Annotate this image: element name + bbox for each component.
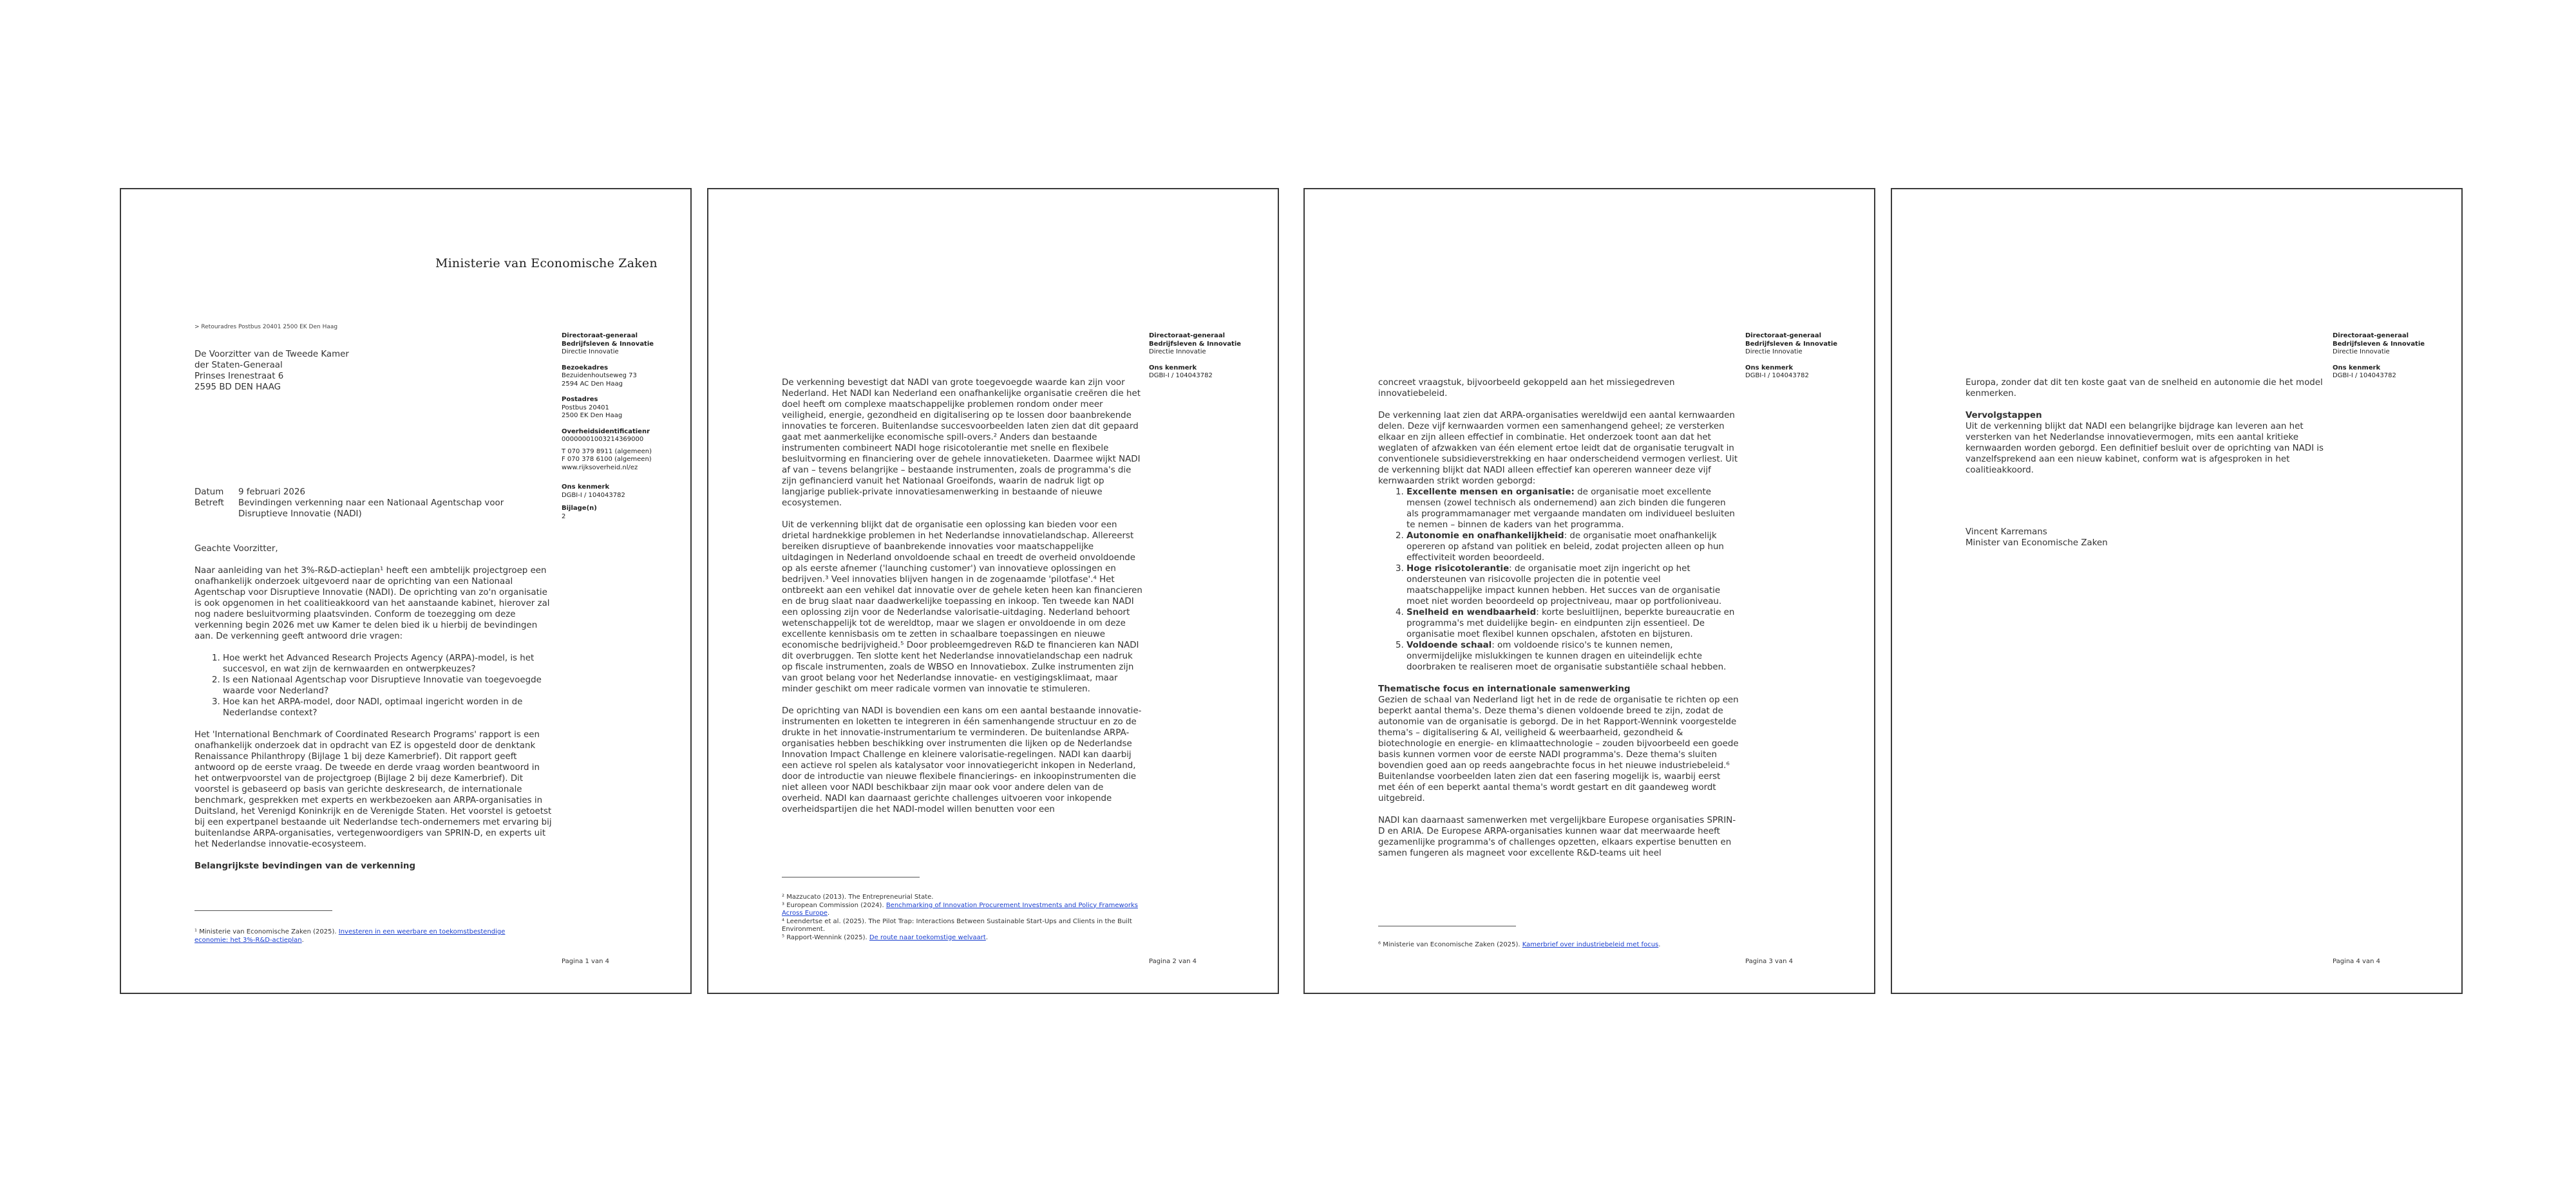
question-item: 2. Is een Nationaal Agentschap voor Disruptieve Innovatie van toegevoegde waarde voor Nederland? — [223, 675, 555, 697]
sidebar-visit-line: 2594 AC Den Haag — [562, 380, 623, 388]
subject-value-line: Bevindingen verkenning naar een Nationaal Agentschap voor — [238, 498, 504, 508]
sidebar-bi: Bedrijfsleven & Innovatie — [1745, 340, 1838, 348]
sidebar-bi: Bedrijfsleven & Innovatie — [2333, 340, 2425, 348]
letterhead-sidebar — [2333, 332, 2425, 380]
footnote-link[interactable]: De route naar toekomstige welvaart — [869, 933, 986, 941]
footnote-link[interactable]: Investeren in een weerbare en toekomstbestendige economie: het 3%-R&D-actieplan — [194, 928, 506, 944]
question-item: 3. Hoe kan het ARPA-model, door NADI, optimaal ingericht worden in de Nederlandse context? — [223, 697, 555, 718]
sidebar-post-line: Postbus 20401 — [562, 404, 609, 411]
document-page-2 — [707, 188, 1279, 994]
sidebar-reference-value: DGBI-I / 104043782 — [2333, 372, 2396, 379]
sidebar-fax: F 070 378 6100 (algemeen) — [562, 456, 652, 463]
date-value: 9 februari 2026 — [238, 487, 305, 497]
salutation: Geachte Voorzitter, — [194, 544, 278, 554]
footnote-end: . — [1658, 941, 1661, 948]
sidebar-dg: Directoraat-generaal — [1745, 332, 1822, 339]
sidebar-reference-value: DGBI-I / 104043782 — [1149, 372, 1213, 379]
sidebar-di: Directie Innovatie — [1149, 348, 1206, 355]
footnote-2: ² Mazzucato (2013). The Entrepreneurial State. — [782, 894, 934, 901]
sidebar-reference-value: DGBI-I / 104043782 — [562, 491, 625, 499]
section-heading: Vervolgstappen — [1965, 411, 2042, 420]
document-page-4 — [1891, 188, 2463, 994]
footnote-end: . — [827, 910, 830, 917]
paragraph: Uit de verkenning blijkt dat NADI een belangrijke bijdrage kan leveren aan het versterken van het Nederlandse innovatievermogen, mits een aantal kritieke kernwaarden worden geborgd. Een definitief besluit over de oprichting van NADI is vanzelfsprekend aan een nieuw kabinet, conform wat is afgesproken in het coalitieakkoord. — [1965, 422, 2324, 475]
sidebar-phone: T 070 379 8911 (algemeen) — [562, 447, 652, 455]
core-value-title: Excellente mensen en organisatie: — [1406, 487, 1575, 497]
subject-label: Betreft — [194, 498, 224, 508]
page-number: Pagina 3 van 4 — [1745, 958, 1793, 965]
sidebar-dg: Directoraat-generaal — [562, 332, 638, 339]
address-line: De Voorzitter van de Tweede Kamer — [194, 350, 349, 359]
core-value-text: : om voldoende risico's te kunnen nemen, onvermijdelijke mislukkingen te kunnen dragen en uiteindelijk echte doorbraken te realiseren moet de organisatie substantiële schaal hebben. — [1406, 641, 1727, 672]
section-heading: Thematische focus en internationale samenwerking — [1378, 684, 1631, 694]
sidebar-reference-heading: Ons kenmerk — [1745, 364, 1794, 371]
footnote-text: ⁶ Ministerie van Economische Zaken (2025). — [1378, 941, 1522, 948]
page-number: Pagina 1 van 4 — [562, 958, 609, 965]
paragraph: Het 'International Benchmark of Coordinated Research Programs' rapport is een onafhankelijk onderzoek dat in opdracht van EZ is opgesteld door de denktank Renaissance Philanthropy (Bijlage 1 bij deze Kamerbrief). Dit rapport geeft antwoord op de eerste vraag. De tweede en derde vraag worden beantwoord in het ontwerpvoorstel van de projectgroep (Bijlage 2 bij deze Kamerbrief). Dit voorstel is gebaseerd op basis van gerichte deskresearch, de internationale benchmark, gesprekken met experts en werkbezoeken aan ARPA-organisaties in Duitsland, het Verenigd Koninkrijk en de Verenigde Staten. Het voorstel is getoetst bij een expertpanel bestaande uit Nederlandse tech-ondernemers met ervaring bij buitenlandse ARPA-organisaties, vertegenwoordigers van SPRIN-D, en experts uit het Nederlandse innovatie-ecosysteem. — [194, 730, 552, 849]
sidebar-di: Directie Innovatie — [2333, 348, 2390, 355]
section-heading: Belangrijkste bevindingen van de verkenning — [194, 861, 416, 871]
sidebar-attachments-heading: Bijlage(n) — [562, 505, 597, 512]
sidebar-post-heading: Postadres — [562, 396, 598, 403]
sidebar-reference-heading: Ons kenmerk — [2333, 364, 2381, 371]
paragraph: De verkenning bevestigt dat NADI van grote toegevoegde waarde kan zijn voor Nederland. Het NADI kan Nederland een onafhankelijke organisatie creëren die het doel heeft om complexe maatschappelijke problemen rondom onder meer veiligheid, energie, gezondheid en digitalisering op te lossen door baanbrekende innovaties te forceren. Buitenlandse succesvoorbeelden laten zien dat dit gepaard gaat met aanmerkelijke economische spill-overs.² Anders dan bestaande instrumenten combineert NADI hoge risicotolerantie met snelle en flexibele besluitvorming en financiering over de gehele innovatieketen. Daarmee wijkt NADI af van – tevens belangrijke – bestaande instrumenten, zoals de programma's die zijn gefinancierd vanuit het Nationaal Groeifonds, waarin de nadruk ligt op langjarige publiek-private innovatiesamenwerking in bestaande of nieuwe ecosystemen. — [782, 378, 1141, 508]
core-value-text: : korte besluitlijnen, beperkte bureaucratie en programma's met duidelijke begin- en eindpunten zijn essentieel. De organisatie moet flexibel kunnen opschalen, afstoten en bijsturen. — [1406, 608, 1735, 639]
signature-block — [1965, 527, 2108, 549]
paragraph: De verkenning laat zien dat ARPA-organisaties wereldwijd een aantal kernwaarden delen. Deze vijf kernwaarden vormen een samenhangend geheel; ze versterken elkaar en zijn alleen effectief in combinatie. Het onderzoek toont aan dat het weglaten of afzwakken van één element ertoe leidt dat de organisatie terugvalt in conventionele subsidieverstrekking en haar onderscheidend vermogen verliest. Uit de verkenning blijkt dat NADI alleen effectief kan opereren wanneer deze vijf kernwaarden strikt worden geborgd: — [1378, 411, 1738, 486]
paragraph: Naar aanleiding van het 3%-R&D-actieplan¹ heeft een ambtelijk projectgroep een onafhankelijk onderzoek uitgevoerd naar de oprichting van een Nationaal Agentschap voor Disruptieve Innovatie (NADI). De oprichting van zo'n organisatie is ook opgenomen in het coalitieakkoord van het aanstaande kabinet, hierover zal nog nadere besluitvorming plaatsvinden. Conform de toezegging om deze verkenning begin 2026 met uw Kamer te delen bied ik u hierbij de bevindingen aan. De verkenning geeft antwoord drie vragen: — [194, 566, 550, 641]
sidebar-dg: Directoraat-generaal — [2333, 332, 2409, 339]
sidebar-reference-heading: Ons kenmerk — [1149, 364, 1197, 371]
document-page-1 — [120, 188, 692, 994]
page-number: Pagina 4 van 4 — [2333, 958, 2380, 965]
sidebar-di: Directie Innovatie — [562, 348, 619, 355]
letterhead-sidebar — [562, 332, 654, 521]
sidebar-bi: Bedrijfsleven & Innovatie — [562, 340, 654, 348]
letterhead-sidebar — [1149, 332, 1241, 380]
sidebar-attachments-value: 2 — [562, 512, 566, 520]
footnote-4: ⁴ Leendertse et al. (2025). The Pilot Trap: Interactions Between Sustainable Start-Ups and Clients in the Built Environment. — [782, 917, 1132, 933]
sidebar-reference-value: DGBI-I / 104043782 — [1745, 372, 1809, 379]
subject-value-line: Disruptieve Innovatie (NADI) — [238, 509, 362, 519]
core-value-text: de organisatie moet excellente mensen (zowel technisch als ondernemend) aan zich binden die fungeren als programmamanager met vergaande mandaten om individueel besluiten te nemen – binnen de kaders van het programma. — [1406, 487, 1735, 530]
sidebar-website: www.rijksoverheid.nl/ez — [562, 464, 638, 471]
page-number: Pagina 2 van 4 — [1149, 958, 1197, 965]
footnotes-page-2 — [782, 894, 1142, 942]
footnote-3 — [782, 902, 1142, 918]
core-value-item — [1406, 563, 1739, 607]
letterhead-sidebar — [1745, 332, 1837, 380]
address-line: 2595 BD DEN HAAG — [194, 382, 281, 392]
core-value-title: Snelheid en wendbaarheid — [1406, 608, 1537, 617]
core-value-text: : de organisatie moet zijn ingericht op het ondersteunen van risicovolle projecten die in potentie veel maatschappelijke impact kunnen hebben. Het succes van de organisatie moet niet worden beoordeeld op projectniveau, maar op portfolioniveau. — [1406, 564, 1722, 606]
question-list — [194, 653, 555, 718]
core-value-text: : de organisatie moet onafhankelijk opereren op afstand van politiek en beleid, zodat projecten alleen op hun effectiviteit worden beoordeeld. — [1406, 531, 1724, 563]
sidebar-id-heading: Overheidsidentificatienr — [562, 427, 650, 435]
sidebar-reference-heading: Ons kenmerk — [562, 483, 610, 491]
address-line: Prinses Irenestraat 6 — [194, 371, 284, 381]
sidebar-dg: Directoraat-generaal — [1149, 332, 1226, 339]
footnote-6 — [1378, 941, 1739, 950]
letter-body-page-3 — [1378, 377, 1739, 870]
paragraph: concreet vraagstuk, bijvoorbeeld gekoppeld aan het missiegedreven innovatiebeleid. — [1378, 378, 1675, 399]
footnote-text: ¹ Ministerie van Economische Zaken (2025). — [194, 928, 339, 935]
core-value-item — [1406, 487, 1739, 530]
footnote-5 — [782, 934, 1142, 943]
letter-body-page-1 — [194, 543, 555, 883]
paragraph: NADI kan daarnaast samenwerken met vergelijkbare Europese organisaties SPRIN-D en ARIA. De Europese ARPA-organisaties kunnen waar dat meerwaarde heeft gezamenlijke programma's of challenges opzetten, elkaars expertise benutten en samen fungeren als magneet voor excellente R&D-teams uit heel — [1378, 816, 1736, 858]
core-value-item — [1406, 607, 1739, 640]
paragraph: Europa, zonder dat dit ten koste gaat van de snelheid en autonomie die het model kenmerken. — [1965, 378, 2323, 399]
signatory-title: Minister van Economische Zaken — [1965, 538, 2108, 548]
sidebar-visit-heading: Bezoekadres — [562, 364, 609, 371]
core-value-item — [1406, 530, 1739, 563]
sidebar-di: Directie Innovatie — [1745, 348, 1803, 355]
sidebar-post-line: 2500 EK Den Haag — [562, 412, 623, 419]
core-value-title: Voldoende schaal — [1406, 641, 1492, 650]
return-address: > Retouradres Postbus 20401 2500 EK Den Haag — [194, 324, 338, 330]
address-line: der Staten-Generaal — [194, 361, 283, 370]
footnote-divider — [194, 910, 332, 911]
letter-meta — [194, 487, 504, 520]
signatory-name: Vincent Karremans — [1965, 527, 2047, 537]
question-item: 1. Hoe werkt het Advanced Research Projects Agency (ARPA)-model, is het succesvol, en wat zijn de kernwaarden en ontwerpkeuzes? — [223, 653, 555, 675]
core-value-title: Autonomie en onafhankelijkheid — [1406, 531, 1564, 541]
paragraph: Gezien de schaal van Nederland ligt het in de rede de organisatie te richten op een beperkt aantal thema's. Deze thema's dienen voldoende breed te zijn, zodat de autonomie van de organisatie is geborgd. De in het Rapport-Wennink voorgestelde thema's – digitalisering & AI, veiligheid & weerbaarheid, gezondheid & biotechnologie en energie- en klimaattechnologie – zouden bijvoorbeeld een goede basis kunnen vormen voor de eerste NADI programma's. Deze thema's sluiten bovendien goed aan op reeds aangebrachte focus in het nieuwe industriebeleid.⁶ Buitenlandse voorbeelden laten zien dat een fasering mogelijk is, waarbij eerst met één of een beperkt aantal thema's wordt gestart en dit gaandeweg wordt uitgebreid. — [1378, 695, 1739, 803]
document-page-3 — [1303, 188, 1875, 994]
footnote-end: . — [301, 936, 304, 944]
sidebar-visit-line: Bezuidenhoutseweg 73 — [562, 372, 637, 379]
footnote-1 — [194, 928, 529, 944]
letter-body-page-4 — [1965, 377, 2326, 487]
core-values-list — [1378, 487, 1739, 673]
letter-body-page-2 — [782, 377, 1142, 826]
paragraph: Uit de verkenning blijkt dat de organisatie een oplossing kan bieden voor een drietal hardnekkige problemen in het Nederlandse innovatielandschap. Allereerst bereiken disruptieve of baanbrekende innovaties voor maatschappelijke uitdagingen in Nederland onvoldoende schaal en treedt de overheid onvoldoende op als eerste afnemer ('launching customer') van innovatieve oplossingen en bedrijven.³ Veel innovaties blijven hangen in de zogenaamde 'pilotfase'.⁴ Het ontbreekt aan een vehikel dat innovatie over de gehele keten heen kan financieren en de brug slaat naar daadwerkelijke toepassing en inkoop. Ten tweede kan NADI een oplossing zijn voor de Nederlandse valorisatie-uitdaging. Nederland behoort wetenschappelijk tot de wereldtop, maar we slagen er onvoldoende in om deze excellente kennisbasis om te zetten in schaalbare toepassingen en nieuwe economische bedrijvigheid.⁵ Door probleemgedreven R&D te financieren kan NADI dit overbruggen. Ten slotte kent het Nederlandse innovatielandschap een nadruk op fiscale instrumenten, zoals de WBSO en Innovatiebox. Zulke instrumenten zijn van groot belang voor het Nederlandse innovatie- en vestigingsklimaat, maar minder geschikt om meer radicale vormen van innovatie te stimuleren. — [782, 520, 1142, 694]
core-value-item — [1406, 640, 1739, 673]
ministry-logo-wordmark: Ministerie van Economische Zaken — [435, 256, 658, 270]
recipient-address — [194, 349, 349, 393]
footnote-link[interactable]: Benchmarking of Innovation Procurement Investments and Policy Frameworks Across Europe — [782, 901, 1138, 917]
sidebar-id-value: 00000001003214369000 — [562, 436, 644, 443]
footnote-text: ³ European Commission (2024). — [782, 901, 886, 909]
date-label: Datum — [194, 487, 224, 497]
footnote-link[interactable]: Kamerbrief over industriebeleid met focus — [1522, 941, 1659, 948]
core-value-title: Hoge risicotolerantie — [1406, 564, 1510, 574]
sidebar-bi: Bedrijfsleven & Innovatie — [1149, 340, 1242, 348]
paragraph: De oprichting van NADI is bovendien een kans om een aantal bestaande innovatie-instrumenten en loketten te integreren in één samenhangende structuur en zo de drukte in het innovatie-instrumentarium te verminderen. De buitenlandse ARPA-organisaties hebben beschikking over instrumenten die lijken op de Nederlandse Innovation Impact Challenge en kleinere valorisatie-regelingen. NADI kan daarbij een actieve rol spelen als katalysator voor innovatiegericht inkopen in Nederland, door de introductie van nieuwe flexibele financierings- en inkoopinstrumenten die niet alleen voor NADI beschikbaar zijn maar ook voor andere delen van de overheid. NADI kan daarnaast gerichte challenges uitvoeren voor inkopende overheidspartijen die het NADI-model willen benutten voor een — [782, 706, 1142, 814]
footnote-text: ⁵ Rapport-Wennink (2025). — [782, 933, 869, 941]
footnote-end: . — [985, 933, 989, 941]
